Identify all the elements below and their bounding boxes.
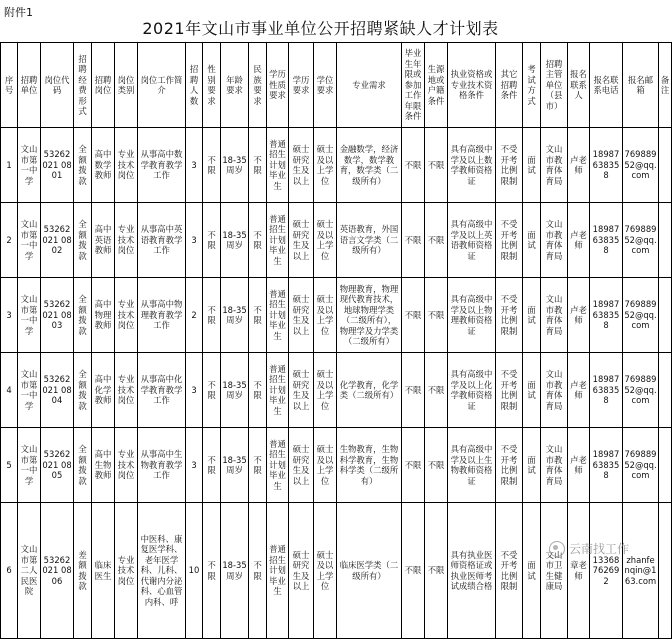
table-cell: 全额拨款	[74, 128, 92, 203]
table-cell: 2	[1, 203, 18, 278]
table-cell: 章老师	[568, 503, 590, 639]
watermark-text: 云南找工作	[568, 542, 629, 556]
table-cell: 面试	[523, 203, 541, 278]
table-cell: 普通招生计划毕业生	[267, 278, 289, 353]
table-row	[1, 503, 672, 639]
column-header: 招聘主管单位（县市）	[541, 43, 568, 128]
table-cell: 不限	[402, 203, 425, 278]
column-header: 序号	[1, 43, 18, 128]
table-cell: 卢老师	[568, 203, 590, 278]
table-cell: 不受开考比例限制	[496, 128, 523, 203]
table-cell: 具有高级中学及以上生物教师资格证	[448, 428, 496, 503]
table-cell: 文山市卫生健康局	[541, 503, 568, 639]
table-cell: 不限	[402, 353, 425, 428]
table-cell: 不限	[203, 503, 221, 639]
table-row	[1, 353, 672, 428]
column-header: 备注	[659, 43, 672, 128]
table-cell: 普通招生计划毕业生	[267, 503, 289, 639]
table-cell: 不受开考比例限制	[496, 278, 523, 353]
column-header: 学历要求	[289, 43, 314, 128]
table-cell: 硕士及以上学位	[314, 428, 337, 503]
table-cell: 硕士研究生及以上	[289, 203, 314, 278]
table-cell: 18987638358	[590, 278, 623, 353]
table-cell: 物理教育，物理现代教育技术，地球物理学类（二级所有），物理学及力学类（二级所有）	[337, 278, 402, 353]
table-cell: 不受开考比例限制	[496, 428, 523, 503]
column-header: 报名联系人	[568, 43, 590, 128]
column-header: 毕业生年限或参加工作年限条件	[402, 43, 425, 128]
table-cell: 53262021 0802	[41, 203, 74, 278]
header-row	[1, 43, 672, 128]
watermark	[549, 540, 629, 557]
table-cell: 不限	[402, 128, 425, 203]
table-cell: 不限	[203, 428, 221, 503]
table-cell: 具有高级中学及以上化学教师资格证	[448, 353, 496, 428]
column-header: 招聘人数	[186, 43, 203, 128]
table-cell: 53262021 0801	[41, 128, 74, 203]
table-cell: 临床医生	[92, 503, 115, 639]
table-cell: 18987638358	[590, 428, 623, 503]
table-cell: 文山市教育体育局	[541, 128, 568, 203]
table-cell: 76988952@qq.com	[623, 203, 659, 278]
column-header: 招聘经费形式	[74, 43, 92, 128]
table-cell: 硕士及以上学位	[314, 353, 337, 428]
table-cell: 文山市教育体育局	[541, 203, 568, 278]
table-cell: 不限	[249, 203, 267, 278]
table-cell: 硕士研究生及以上	[289, 503, 314, 639]
table-cell: 不限	[425, 128, 448, 203]
table-cell: 文山市第一中学	[18, 428, 41, 503]
table-cell: 生物教育，生物科学教育，生物科学类（二级所有）	[337, 428, 402, 503]
table-cell: 18-35周岁	[221, 128, 249, 203]
column-header: 其它招聘条件	[496, 43, 523, 128]
column-header: 生源地或户籍条件	[425, 43, 448, 128]
table-cell: 全额拨款	[74, 428, 92, 503]
table-cell: 硕士及以上学位	[314, 503, 337, 639]
table-cell: 硕士及以上学位	[314, 278, 337, 353]
table-cell: 不受开考比例限制	[496, 353, 523, 428]
table-cell: 卢老师	[568, 278, 590, 353]
table-cell: 硕士研究生及以上	[289, 278, 314, 353]
table-cell	[659, 353, 672, 428]
table-cell: 3	[186, 203, 203, 278]
table-cell: 中医科、康复医学科、老年医学科、儿科、代谢内分泌科、心血管内科、呼	[138, 503, 186, 639]
column-header: 岗位工作简介	[138, 43, 186, 128]
table-cell: 文山市教育体育局	[541, 428, 568, 503]
column-header: 执业资格或专业技术资格条件	[448, 43, 496, 128]
table-cell: 卢老师	[568, 428, 590, 503]
table-cell: 76988952@qq.com	[623, 278, 659, 353]
table-cell	[659, 203, 672, 278]
table-cell: 文山市第一中学	[18, 128, 41, 203]
table-cell: 具有执业医师资格证或执业医师考试成绩合格	[448, 503, 496, 639]
table-cell: 2	[186, 278, 203, 353]
table-row	[1, 278, 672, 353]
table-cell: 6	[1, 503, 18, 639]
table-cell: 高中英语教师	[92, 203, 115, 278]
table-cell: 不限	[203, 278, 221, 353]
table-cell: zhanfenqin@163.com	[623, 503, 659, 639]
table-cell: 全额拨款	[74, 203, 92, 278]
column-header: 考试方式	[523, 43, 541, 128]
attachment-label: 附件1	[4, 6, 33, 19]
column-header: 报名联系电话	[590, 43, 623, 128]
table-cell	[659, 503, 672, 639]
table-cell: 不限	[402, 428, 425, 503]
table-cell: 不限	[249, 428, 267, 503]
table-cell: 具有高级中学及以上物理教师资格证	[448, 278, 496, 353]
table-cell: 3	[186, 353, 203, 428]
table-cell: 文山市教育体育局	[541, 353, 568, 428]
column-header: 招聘岗位	[92, 43, 115, 128]
table-cell: 文山市第一中学	[18, 353, 41, 428]
table-cell: 文山市第二人民医院	[18, 503, 41, 639]
table-cell: 18-35周岁	[221, 353, 249, 428]
table-cell: 专业技术岗位	[115, 128, 138, 203]
table-cell: 不限	[249, 128, 267, 203]
table-cell: 全额拨款	[74, 278, 92, 353]
table-cell: 普通招生计划毕业生	[267, 428, 289, 503]
table-cell: 卢老师	[568, 353, 590, 428]
column-header: 年龄要求	[221, 43, 249, 128]
table-cell: 18987638358	[590, 128, 623, 203]
table-cell: 高中数学教师	[92, 128, 115, 203]
table-cell: 卢老师	[568, 128, 590, 203]
table-cell: 不限	[425, 278, 448, 353]
table-cell: 从事高中英语教育教学工作	[138, 203, 186, 278]
column-header: 招聘单位	[18, 43, 41, 128]
table-cell: 面试	[523, 428, 541, 503]
table-cell: 从事高中生物教育教学工作	[138, 428, 186, 503]
table-cell: 不限	[425, 353, 448, 428]
table-cell: 不受开考比例限制	[496, 503, 523, 639]
table-cell: 18-35周岁	[221, 278, 249, 353]
table-cell: 76988952@qq.com	[623, 353, 659, 428]
column-header: 民族要求	[249, 43, 267, 128]
table-cell: 面试	[523, 278, 541, 353]
table-cell: 从事高中物理教育教学工作	[138, 278, 186, 353]
table-cell	[659, 128, 672, 203]
column-header: 岗位类别	[115, 43, 138, 128]
table-cell: 文山市第一中学	[18, 278, 41, 353]
table-cell: 英语教育，外国语言文学类（二级所有）	[337, 203, 402, 278]
table-cell: 18-35周岁	[221, 203, 249, 278]
table-cell: 硕士研究生及以上	[289, 428, 314, 503]
table-cell: 专业技术岗位	[115, 203, 138, 278]
table-cell: 18987638358	[590, 203, 623, 278]
table-cell: 从事高中数学教育教学工作	[138, 128, 186, 203]
table-cell: 53262021 0804	[41, 353, 74, 428]
table-cell: 从事高中化学教育教学工作	[138, 353, 186, 428]
table-cell: 不限	[425, 503, 448, 639]
table-cell: 不限	[203, 203, 221, 278]
table-cell: 不限	[402, 503, 425, 639]
wechat-icon	[549, 541, 565, 557]
column-header: 学位要求	[314, 43, 337, 128]
table-cell: 不限	[203, 353, 221, 428]
table-cell: 53262021 0805	[41, 428, 74, 503]
table-cell: 面试	[523, 353, 541, 428]
table-cell: 硕士及以上学位	[314, 128, 337, 203]
table-cell: 1	[1, 128, 18, 203]
table-cell: 不限	[249, 503, 267, 639]
table-cell: 具有高级中学及以上英语教师资格证	[448, 203, 496, 278]
column-header: 专业需求	[337, 43, 402, 128]
table-cell: 硕士研究生及以上	[289, 128, 314, 203]
table-cell: 18-35周岁	[221, 428, 249, 503]
table-cell: 3	[186, 428, 203, 503]
table-cell: 53262021 0806	[41, 503, 74, 639]
table-cell: 5	[1, 428, 18, 503]
table-row	[1, 128, 672, 203]
table-cell: 硕士研究生及以上	[289, 353, 314, 428]
table-cell: 化学教育，化学类（二级所有）	[337, 353, 402, 428]
table-cell: 面试	[523, 128, 541, 203]
table-cell: 专业技术岗位	[115, 428, 138, 503]
table-cell: 专业技术岗位	[115, 353, 138, 428]
column-header: 岗位代码	[41, 43, 74, 128]
column-header: 学历性质要求	[267, 43, 289, 128]
table-cell: 3	[1, 278, 18, 353]
table-cell: 3	[186, 128, 203, 203]
table-cell: 全额拨款	[74, 353, 92, 428]
table-cell: 差额拨款	[74, 503, 92, 639]
table-cell: 文山市第一中学	[18, 203, 41, 278]
table-cell: 76988952@qq.com	[623, 428, 659, 503]
table-row	[1, 428, 672, 503]
table-cell	[659, 278, 672, 353]
column-header: 报名邮箱	[623, 43, 659, 128]
table-cell: 18-35周岁	[221, 503, 249, 639]
table-cell: 不限	[203, 128, 221, 203]
table-cell: 不限	[402, 278, 425, 353]
table-cell: 面试	[523, 503, 541, 639]
column-header: 性别要求	[203, 43, 221, 128]
table-cell: 不限	[425, 203, 448, 278]
table-cell: 18987638358	[590, 353, 623, 428]
table-cell: 普通招生计划毕业生	[267, 203, 289, 278]
table-cell: 文山市教育体育局	[541, 278, 568, 353]
table-cell: 13368762692	[590, 503, 623, 639]
table-cell: 专业技术岗位	[115, 503, 138, 639]
table-cell: 具有高级中学及以上数学教师资格证	[448, 128, 496, 203]
table-cell: 金融数学，经济数学，数学教育，数学类（二级所有）	[337, 128, 402, 203]
table-cell: 高中生物教师	[92, 428, 115, 503]
table-cell: 普通招生计划毕业生	[267, 128, 289, 203]
table-cell	[659, 428, 672, 503]
table-cell: 普通招生计划毕业生	[267, 353, 289, 428]
table-cell: 不限	[249, 278, 267, 353]
document-title: 2021年文山市事业单位公开招聘紧缺人才计划表	[142, 19, 499, 38]
table-row	[1, 203, 672, 278]
table-cell: 专业技术岗位	[115, 278, 138, 353]
table-cell: 不限	[249, 353, 267, 428]
table-cell: 不限	[425, 428, 448, 503]
table-cell: 高中化学教师	[92, 353, 115, 428]
table-cell: 4	[1, 353, 18, 428]
table-cell: 10	[186, 503, 203, 639]
table-cell: 53262021 0803	[41, 278, 74, 353]
table-cell: 临床医学类（二级所有）	[337, 503, 402, 639]
table-cell: 硕士及以上学位	[314, 203, 337, 278]
table-cell: 高中物理教师	[92, 278, 115, 353]
table-cell: 76988952@qq.com	[623, 128, 659, 203]
table-cell: 不受开考比例限制	[496, 203, 523, 278]
